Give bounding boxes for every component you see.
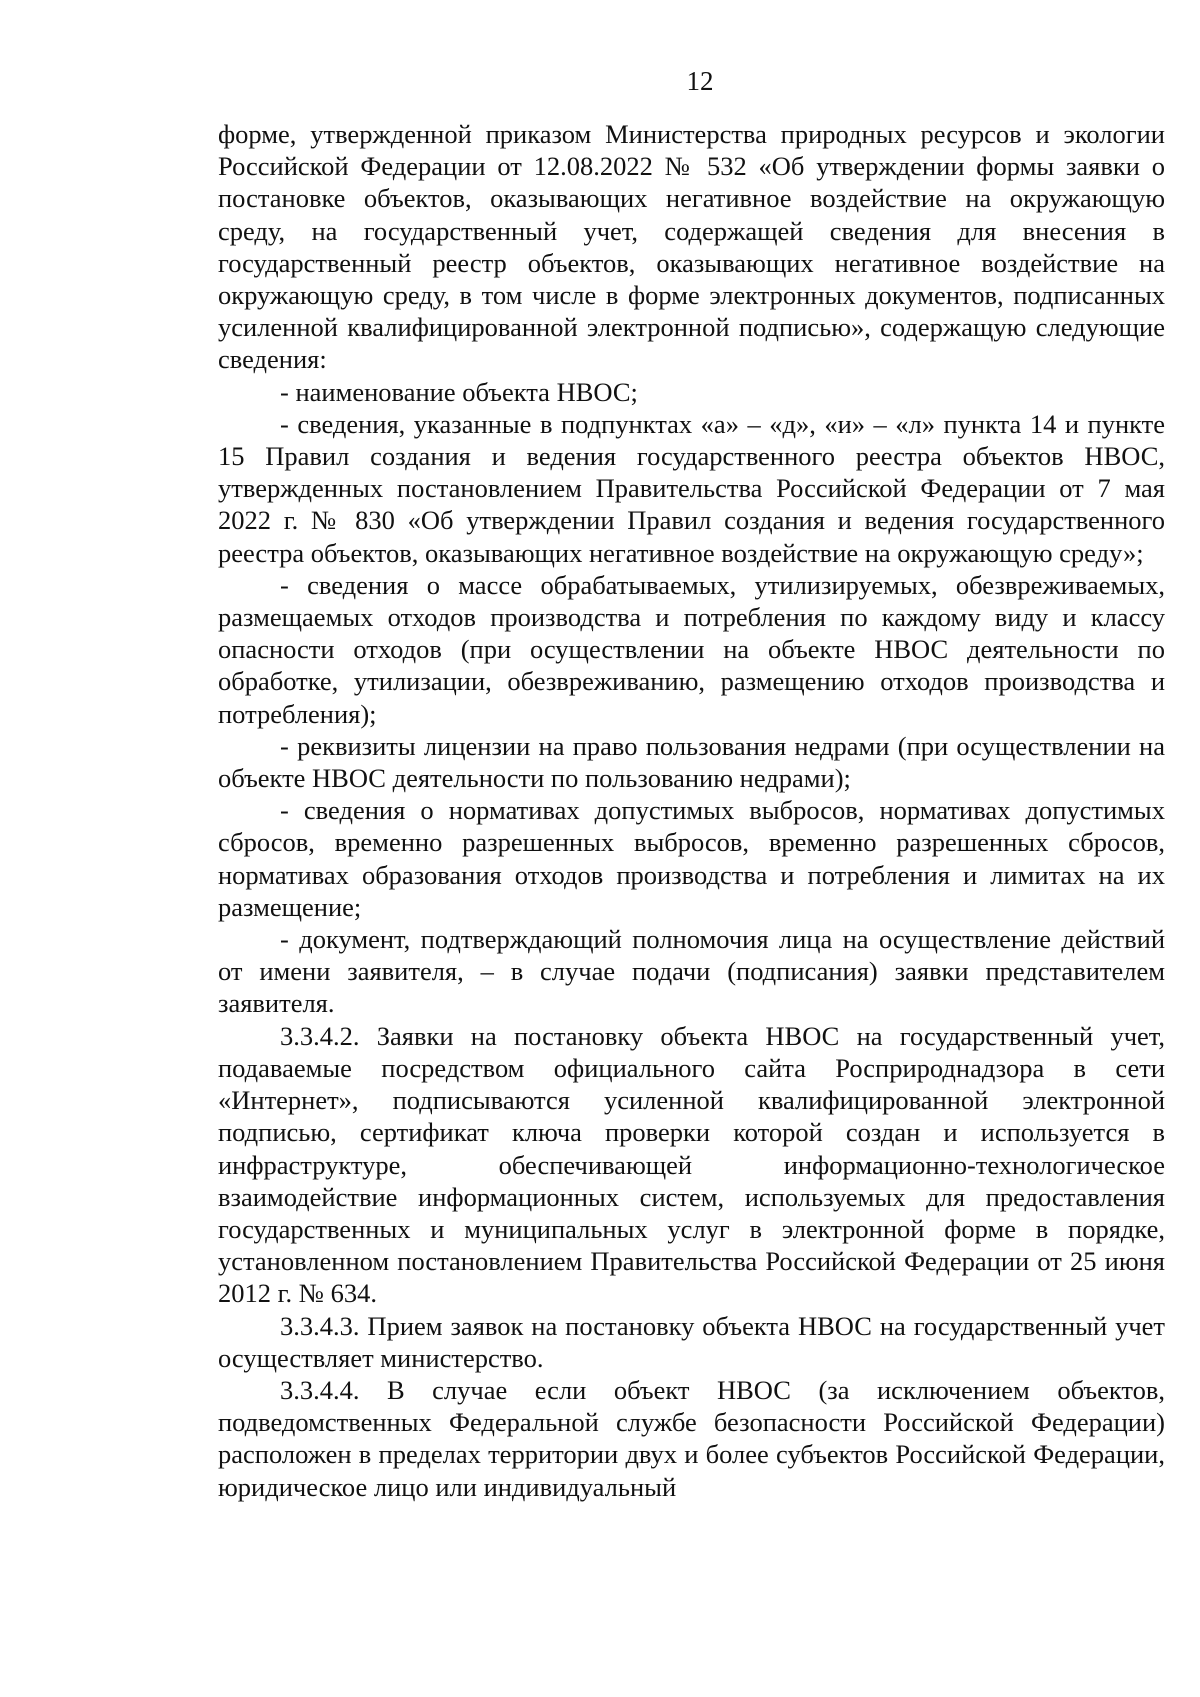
clause-3-3-4-4: 3.3.4.4. В случае если объект НВОС (за исключением объектов, подведомственных Федеральной службе безопасности Российской Федерации) расположен в пределах территории двух и более субъектов Российской Федерации, юридическое лицо или индивидуальный bbox=[218, 1374, 1165, 1502]
list-item-object-name: - наименование объекта НВОС; bbox=[280, 376, 638, 407]
list-item-subsoil-license: - реквизиты лицензии на право пользования недрами (при осуществлении на объекте НВОС деятельности по пользованию недрами); bbox=[218, 730, 1165, 794]
list-item-authority-document: - документ, подтверждающий полномочия лица на осуществление действий от имени заявителя, – в случае подачи (подписания) заявки представителем заявителя. bbox=[218, 924, 1165, 1019]
list-item-emission-norms: - сведения о нормативах допустимых выбросов, нормативах допустимых сбросов, временно разрешенных выбросов, временно разрешенных сбросов, нормативах образования отходов производства и потребления и лимитах на их размещение; bbox=[218, 795, 1165, 922]
list-item-registry-info: - сведения, указанные в подпунктах «а» – «д», «и» – «л» пункта 14 и пункте 15 Правил создания и ведения государственного реестра объектов НВОС, утвержденных постановлением Правительства Российской Федерации от 7 мая 2022 г. № 830 «Об утверждении Правил создания и ведения государственного реестра объектов, оказывающих негативное воздействие на окружающую среду»; bbox=[218, 408, 1165, 568]
clause-3-3-4-2: 3.3.4.2. Заявки на постановку объекта НВОС на государственный учет, подаваемые посредством официального сайта Росприроднадзора в сети «Интернет», подписываются усиленной квалифицированной электронной подписью, сертификат ключа проверки которой создан и используется в инфраструктуре, обеспечивающей информационно-технологическое взаимодействие информационных систем, используемых для предоставления государственных и муниципальных услуг в электронной форме в порядке, установленном постановлением Правительства Российской Федерации от 25 июня 2012 г. № 634. bbox=[218, 1020, 1165, 1309]
list-item-waste-mass: - сведения о массе обрабатываемых, утилизируемых, обезвреживаемых, размещаемых отходов производства и потребления по каждому виду и классу опасности отходов (при осуществлении на объекте НВОС деятельности по обработке, утилизации, обезвреживанию, размещению отходов производства и потребления); bbox=[218, 569, 1165, 729]
page-number: 12 bbox=[686, 66, 714, 96]
paragraph-intro: форме, утвержденной приказом Министерства природных ресурсов и экологии Российской Федерации от 12.08.2022 № 532 «Об утверждении формы заявки о постановке объектов, оказывающих негативное воздействие на окружающую среду, на государственный учет, содержащей сведения для внесения в государственный реестр объектов, оказывающих негативное воздействие на окружающую среду, в том числе в форме электронных документов, подписанных усиленной квалифицированной электронной подписью», содержащую следующие сведения: bbox=[218, 119, 1165, 375]
document-body bbox=[218, 118, 1165, 1503]
clause-3-3-4-3: 3.3.4.3. Прием заявок на постановку объекта НВОС на государственный учет осуществляет министерство. bbox=[218, 1310, 1165, 1373]
